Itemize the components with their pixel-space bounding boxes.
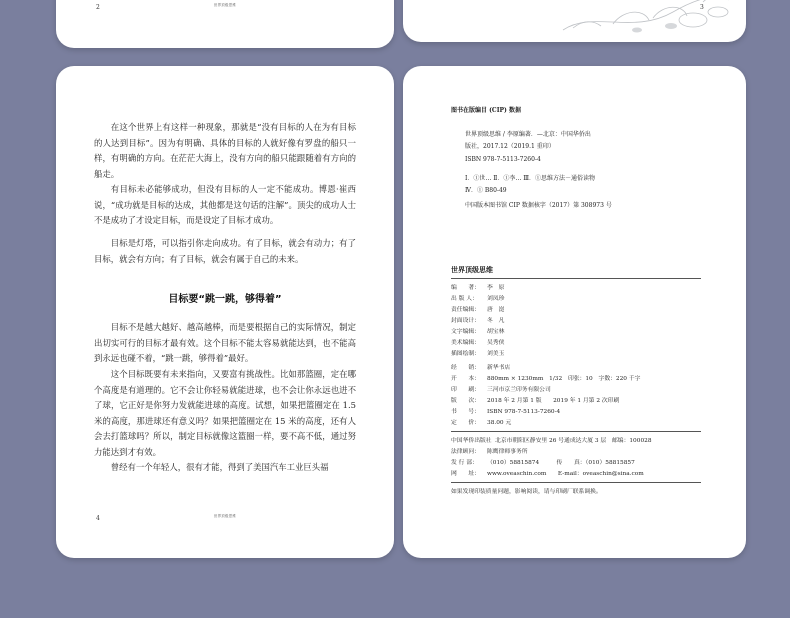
quality-notice: 如果发现印装质量问题，影响阅读，请与印刷厂联系调换。 — [451, 489, 602, 495]
page-2-card — [56, 0, 394, 48]
paragraph-3: 目标是灯塔，可以指引你走向成功。有了目标，就会有动力；有了目标，就会有方向；有了目标，就会有属于自己的未来。 — [94, 238, 356, 264]
copyright-page-card — [403, 66, 746, 558]
meta-row: 文字编辑： 胡宝林 — [451, 329, 505, 335]
page-number: 3 — [700, 4, 704, 11]
page-number: 4 — [96, 515, 100, 522]
page-3-card — [403, 0, 746, 42]
section-heading: 目标要“跳一跳，够得着” — [168, 294, 282, 305]
footer-mark: 世界顶级思维 — [213, 514, 237, 518]
floral-illustration — [553, 0, 743, 42]
cip-isbn: ISBN 978-7-5113-7260-4 — [465, 156, 541, 163]
meta-row: 版 次： 2018 年 2 月第 1 版 2019 年 1 月第 2 次印刷 — [451, 398, 620, 404]
meta-row: 责任编辑： 唐 崑 — [451, 307, 505, 313]
class-line-2: Ⅳ．① B80-49 — [465, 187, 507, 194]
meta-row: 出 版 人： 刘凤珍 — [451, 296, 505, 302]
divider — [451, 278, 701, 279]
divider — [451, 431, 701, 432]
cip-title: 图书在版编目 (CIP) 数据 — [451, 107, 521, 114]
paragraph-1: 在这个世界上有这样一种现象，那就是“没有目标的人在为有目标的人达到目标”。因为有明确、具体的目标的人就好像有罗盘的船只一样，有明确的方向。在茫茫大海上，没有方向的船只能跟随着有方向的船走。 — [94, 122, 356, 179]
publisher-row: 中国华侨出版社 北京市朝阳区静安里 26 号通成达大厦 3 层 邮编：100028 — [451, 438, 652, 444]
meta-row: 封面设计： 冬 凡 — [451, 318, 505, 324]
paragraph-6: 曾经有一个年轻人，很有才能，得到了美国汽车工业巨头福 — [110, 462, 329, 472]
cip-number: 中国版本图书馆 CIP 数据核字（2017）第 308973 号 — [465, 202, 612, 209]
publisher-row: 网 址： www.oveaschin.com E-mail：oveaschin@sina.com — [451, 471, 644, 477]
cip-line-2: 版社，2017.12（2019.1 重印） — [465, 143, 555, 150]
paragraph-4: 目标不是越大越好、越高越棒，而是要根据自己的实际情况，制定出切实可行的目标才最有效。这个目标不能太容易就能达到，也不能高到永远也碰不着，“跳一跳，够得着”最好。 — [94, 322, 356, 363]
meta-row: 印 刷： 三河市京兰印务有限公司 — [451, 387, 551, 393]
divider — [451, 482, 701, 483]
footer-mark: 世界顶级思维 — [213, 3, 237, 7]
publisher-row: 发 行 部： （010）58815874 传 真：（010）58815857 — [451, 460, 635, 466]
meta-row: 经 销： 新华书店 — [451, 365, 511, 371]
meta-row: 书 号： ISBN 978-7-5113-7260-4 — [451, 409, 561, 415]
meta-row: 编 著： 李 原 — [451, 285, 505, 291]
page-4-card — [56, 66, 394, 558]
meta-row: 插图绘制： 刘美玉 — [451, 351, 505, 357]
book-title: 世界顶级思维 — [451, 265, 493, 274]
meta-row: 美术编辑： 吴秀侠 — [451, 340, 505, 346]
paragraph-2: 有目标未必能够成功，但没有目标的人一定不能成功。博恩·崔西说，“成功就是目标的达成，其他都是这句话的注解”。顶尖的成功人士不是成功了才设定目标，而是设定了目标才成功。 — [94, 184, 356, 225]
meta-row: 定 价： 38.00 元 — [451, 420, 512, 426]
meta-row: 开 本： 880mm × 1230mm 1/32 印张：10 字数：220 千字 — [451, 376, 641, 382]
page-number: 2 — [96, 4, 100, 11]
cip-line-1: 世界顶级思维 / 李原编著．—北京：中国华侨出 — [465, 131, 591, 138]
paragraph-5: 这个目标既要有未来指向，又要富有挑战性。比如那篮圈，定在哪个高度是有道理的。它不会让你轻易就能进球，也不会让你永远也进不了球，它正好是你努力发就能进球的高度。试想，如果把篮圈定在 1.5 米的高度，那进球还有意义吗？如果把篮圈定在 15 米的高度，还有人会去打篮球吗？所以，制定目标就像这篮圈一样，要不高不低，通过努力能达到才有效。 — [94, 369, 356, 457]
publisher-row: 法律顾问： 陈鹰律师事务所 — [451, 449, 528, 455]
class-line-1: Ⅰ．①世… Ⅱ．①李… Ⅲ．①思维方法－通俗读物 — [465, 175, 596, 182]
